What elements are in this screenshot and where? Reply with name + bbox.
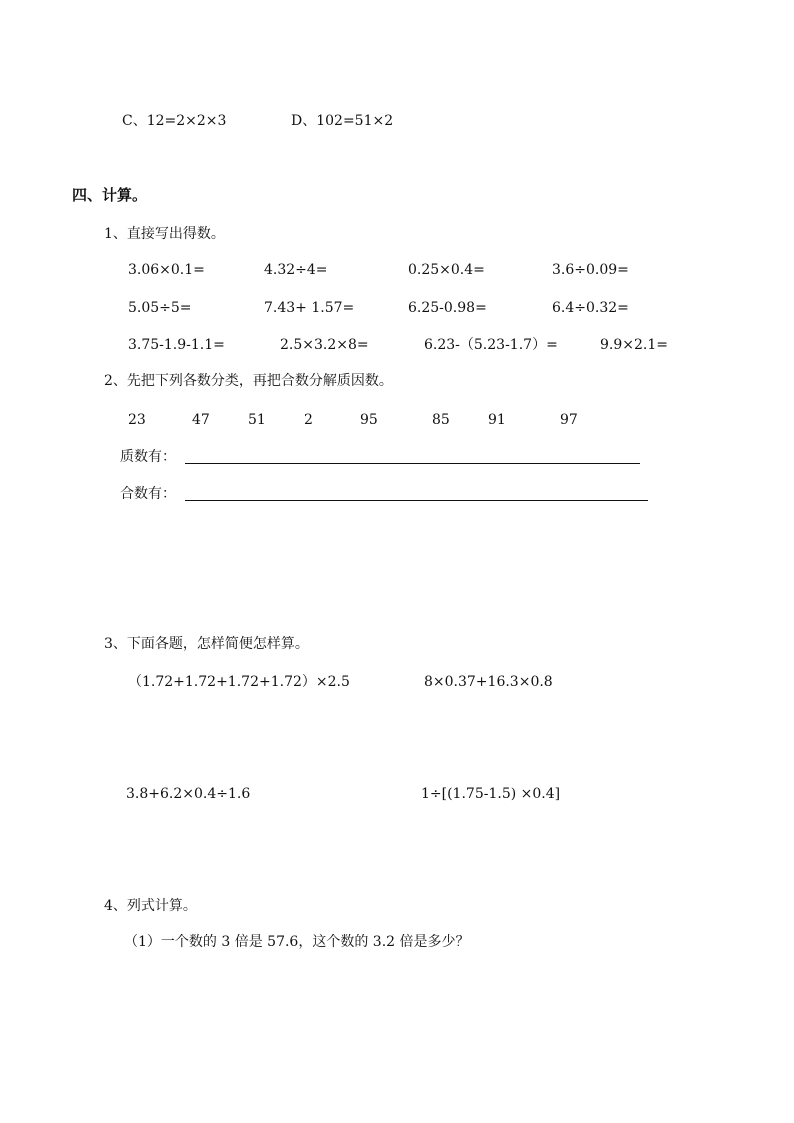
q1-item: 0.25×0.4= — [408, 262, 485, 278]
q2-number: 91 — [488, 412, 506, 428]
q4-label: 4、列式计算。 — [104, 898, 197, 914]
q1-item: 5.05÷5= — [128, 300, 192, 316]
q3-problem: （1.72+1.72+1.72+1.72）×2.5 — [128, 674, 350, 690]
prime-answer-line[interactable] — [185, 463, 640, 464]
composite-answer-line[interactable] — [185, 500, 648, 501]
q1-item: 6.23-（5.23-1.7）= — [424, 337, 558, 353]
q1-item: 6.25-0.98= — [408, 300, 487, 316]
q2-number: 51 — [248, 412, 266, 428]
q2-number: 97 — [560, 412, 578, 428]
q2-number: 2 — [304, 412, 313, 428]
section-title: 四、计算。 — [72, 186, 148, 204]
q2-label: 2、先把下列各数分类，再把合数分解质因数。 — [104, 373, 393, 389]
q3-label: 3、下面各题，怎样简便怎样算。 — [104, 636, 309, 652]
q3-problem: 8×0.37+16.3×0.8 — [424, 674, 553, 690]
q1-label: 1、直接写出得数。 — [104, 226, 225, 242]
q2-number: 95 — [360, 412, 378, 428]
q1-item: 3.6÷0.09= — [552, 262, 629, 278]
q2-number: 47 — [192, 412, 210, 428]
q1-item: 7.43+ 1.57= — [264, 300, 355, 316]
q3-problem: 3.8+6.2×0.4÷1.6 — [126, 786, 251, 802]
q4-sub1: （1）一个数的 3 倍是 57.6，这个数的 3.2 倍是多少？ — [124, 934, 470, 950]
q2-number: 23 — [128, 412, 146, 428]
q1-item: 6.4÷0.32= — [552, 300, 629, 316]
q1-item: 3.75-1.9-1.1= — [128, 337, 225, 353]
q1-item: 4.32÷4= — [264, 262, 328, 278]
option-c: C、12=2×2×3 — [122, 113, 227, 129]
q3-problem: 1÷[(1.75-1.5) ×0.4] — [421, 786, 561, 802]
q1-item: 3.06×0.1= — [128, 262, 205, 278]
prime-label: 质数有： — [120, 449, 176, 465]
q2-number: 85 — [432, 412, 450, 428]
q1-item: 9.9×2.1= — [600, 337, 668, 353]
q1-item: 2.5×3.2×8= — [280, 337, 369, 353]
option-d: D、102=51×2 — [291, 113, 394, 129]
composite-label: 合数有： — [120, 486, 176, 502]
